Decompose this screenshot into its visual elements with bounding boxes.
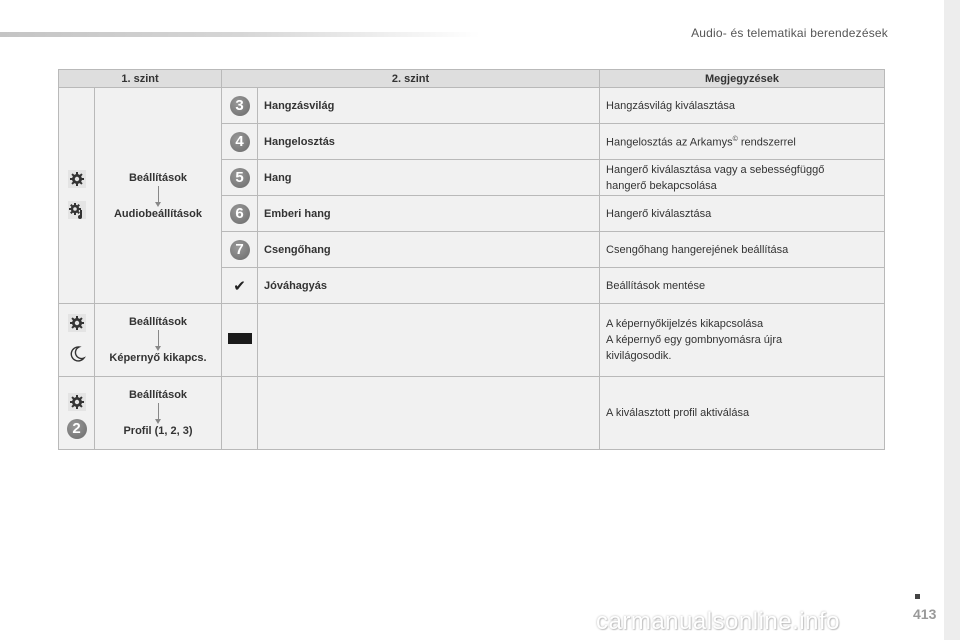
menu-profile-label: Profil (1, 2, 3) (123, 425, 193, 437)
moon-icon (68, 345, 86, 363)
table-row (59, 304, 885, 377)
watermark: carmanualsonline.info (596, 608, 840, 635)
menu-settings-label: Beállítások (128, 389, 188, 401)
settings-table (58, 69, 885, 450)
page-number: 413 (913, 606, 937, 622)
number-2-icon: 2 (67, 419, 87, 439)
note-text: Beállítások mentése (600, 268, 885, 304)
note-text: Hangzásvilág kiválasztása (600, 88, 885, 124)
note-text: Hangerő kiválasztása vagy a sebességfüggő hangerő bekapcsolása (600, 160, 885, 196)
gear-icon (68, 314, 86, 332)
number-3-icon: 3 (230, 96, 250, 116)
profile-menu-cell (95, 377, 222, 450)
level2-label: Hangelosztás (258, 124, 600, 160)
profile-icons-cell (59, 377, 95, 450)
page-dot (915, 594, 920, 599)
menu-settings-label: Beállítások (128, 316, 188, 328)
level2-label: Jóváhagyás (258, 268, 600, 304)
level2-label: Hangzásvilág (258, 88, 600, 124)
number-7-icon: 7 (230, 240, 250, 260)
screen-icons-cell (59, 304, 95, 377)
note-text: A képernyőkijelzés kikapcsolása A képernyő egy gombnyomásra újra kivilágosodik. (600, 304, 885, 377)
header-level2: 2. szint (222, 70, 600, 88)
note-text: Hangelosztás az Arkamys© rendszerrel (600, 124, 885, 160)
level2-label: Hang (258, 160, 600, 196)
table-header-row (59, 70, 885, 88)
page-header-title: Audio- és telematikai berendezések (691, 26, 888, 40)
table-row (59, 88, 885, 124)
down-arrow-icon (158, 403, 159, 421)
header-decor-bar (0, 32, 480, 37)
header-level1: 1. szint (59, 70, 222, 88)
number-5-icon: 5 (230, 168, 250, 188)
level2-label: Csengőhang (258, 232, 600, 268)
gear-icon (68, 170, 86, 188)
note-text: A kiválasztott profil aktiválása (600, 377, 885, 450)
header-notes: Megjegyzések (600, 70, 885, 88)
down-arrow-icon (158, 330, 159, 348)
number-6-icon: 6 (230, 204, 250, 224)
level2-empty (258, 304, 600, 377)
audio-menu-cell (95, 88, 222, 304)
note-text: Csengőhang hangerejének beállítása (600, 232, 885, 268)
screen-off-icon (228, 333, 252, 344)
down-arrow-icon (158, 186, 159, 204)
menu-settings-label: Beállítások (128, 171, 188, 184)
number-4-icon: 4 (230, 132, 250, 152)
level2-label: Emberi hang (258, 196, 600, 232)
menu-audio-settings-label: Audiobeállítások (113, 207, 203, 220)
checkmark-icon: ✔ (233, 277, 246, 295)
gear-audio-icon (68, 201, 86, 219)
table-row (59, 377, 885, 450)
note-text: Hangerő kiválasztása (600, 196, 885, 232)
menu-screen-off-label: Képernyő kikapcs. (109, 352, 207, 364)
screen-menu-cell (95, 304, 222, 377)
audio-icons-cell (59, 88, 95, 304)
side-strip (944, 0, 960, 640)
level2-empty (258, 377, 600, 450)
gear-icon (68, 393, 86, 411)
